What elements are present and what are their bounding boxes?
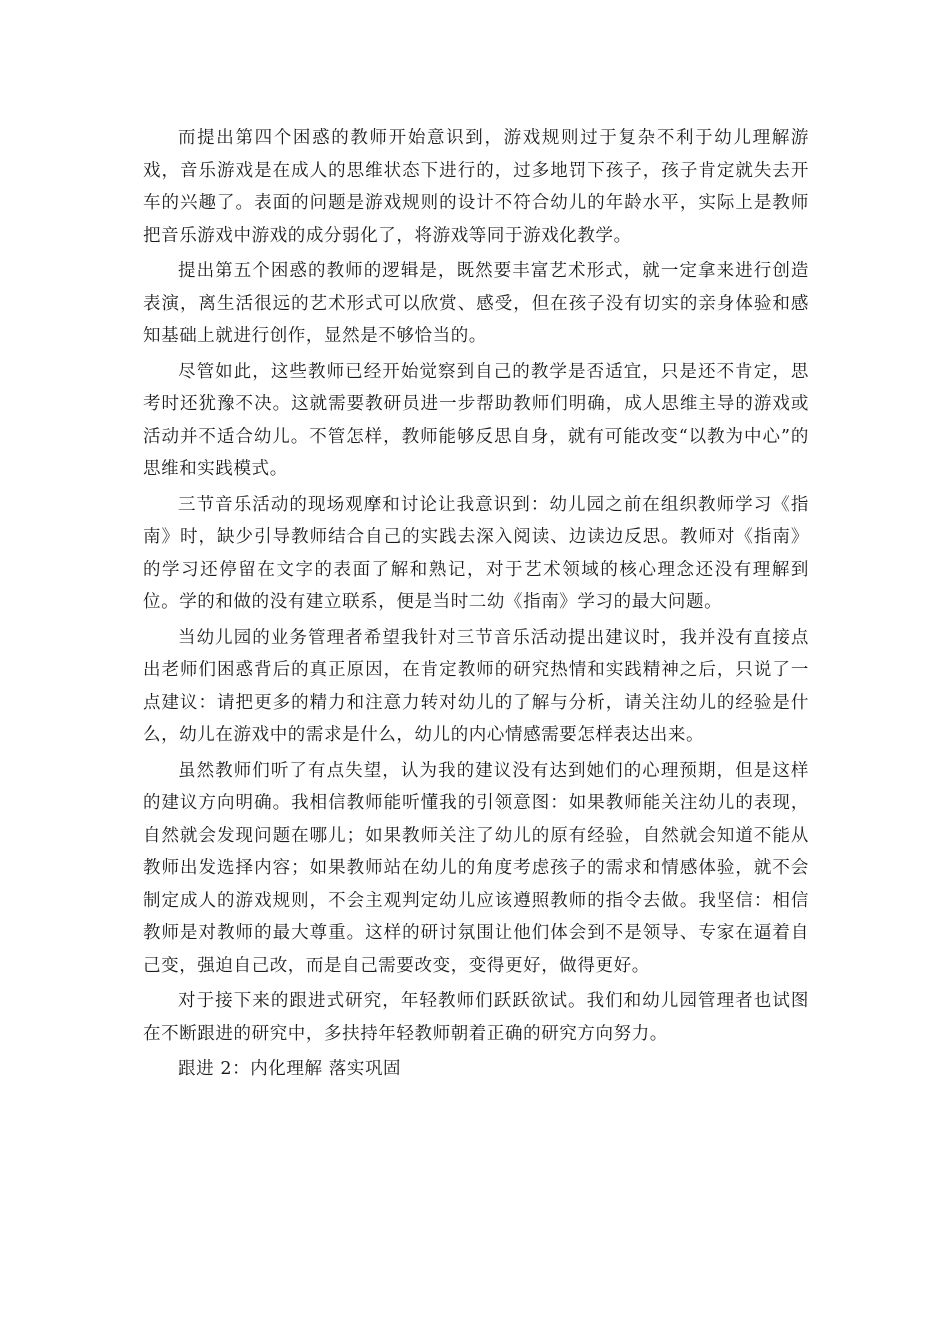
document-body <box>143 122 809 1089</box>
paragraph-3: 尽管如此，这些教师已经开始觉察到自己的教学是否适宜，只是还不肯定，思考时还犹豫不决。这就需要教研员进一步帮助教师们明确，成人思维主导的游戏或活动并不适合幼儿。不管怎样，教师能够反思自身，就有可能改变“以教为中心”的思维和实践模式。 <box>143 361 809 479</box>
paragraph-6: 虽然教师们听了有点失望，认为我的建议没有达到她们的心理预期，但是这样的建议方向明确。我相信教师能听懂我的引领意图：如果教师能关注幼儿的表现，自然就会发现问题在哪儿；如果教师关注了幼儿的原有经验，自然就会知道不能从教师出发选择内容；如果教师站在幼儿的角度考虑孩子的需求和情感体验，就不会制定成人的游戏规则，不会主观判定幼儿应该遵照教师的指令去做。我坚信：相信教师是对教师的最大尊重。这样的研讨氛围让他们体会到不是领导、专家在逼着自己变，强迫自己改，而是自己需要改变，变得更好，做得更好。 <box>143 760 809 976</box>
paragraph-2: 提出第五个困惑的教师的逻辑是，既然要丰富艺术形式，就一定拿来进行创造表演，离生活很远的艺术形式可以欣赏、感受，但在孩子没有切实的亲身体验和感知基础上就进行创作，显然是不够恰当的。 <box>143 261 809 346</box>
paragraph-1: 而提出第四个困惑的教师开始意识到，游戏规则过于复杂不利于幼儿理解游戏，音乐游戏是在成人的思维状态下进行的，过多地罚下孩子，孩子肯定就失去开车的兴趣了。表面的问题是游戏规则的设计不符合幼儿的年龄水平，实际上是教师把音乐游戏中游戏的成分弱化了，将游戏等同于游戏化教学。 <box>143 128 809 246</box>
paragraph-4: 三节音乐活动的现场观摩和讨论让我意识到：幼儿园之前在组织教师学习《指南》时，缺少引导教师结合自己的实践去深入阅读、边读边反思。教师对《指南》的学习还停留在文字的表面了解和熟记，对于艺术领域的核心理念还没有理解到位。学的和做的没有建立联系，便是当时二幼《指南》学习的最大问题。 <box>143 494 809 612</box>
section-heading-follow-up-2: 跟进 2：内化理解 落实巩固 <box>178 1059 402 1079</box>
paragraph-7: 对于接下来的跟进式研究，年轻教师们跃跃欲试。我们和幼儿园管理者也试图在不断跟进的研究中，多扶持年轻教师朝着正确的研究方向努力。 <box>143 991 809 1044</box>
paragraph-5: 当幼儿园的业务管理者希望我针对三节音乐活动提出建议时，我并没有直接点出老师们困惑背后的真正原因，在肯定教师的研究热情和实践精神之后，只说了一点建议：请把更多的精力和注意力转对幼儿的了解与分析，请关注幼儿的经验是什么，幼儿在游戏中的需求是什么，幼儿的内心情感需要怎样表达出来。 <box>143 627 809 745</box>
